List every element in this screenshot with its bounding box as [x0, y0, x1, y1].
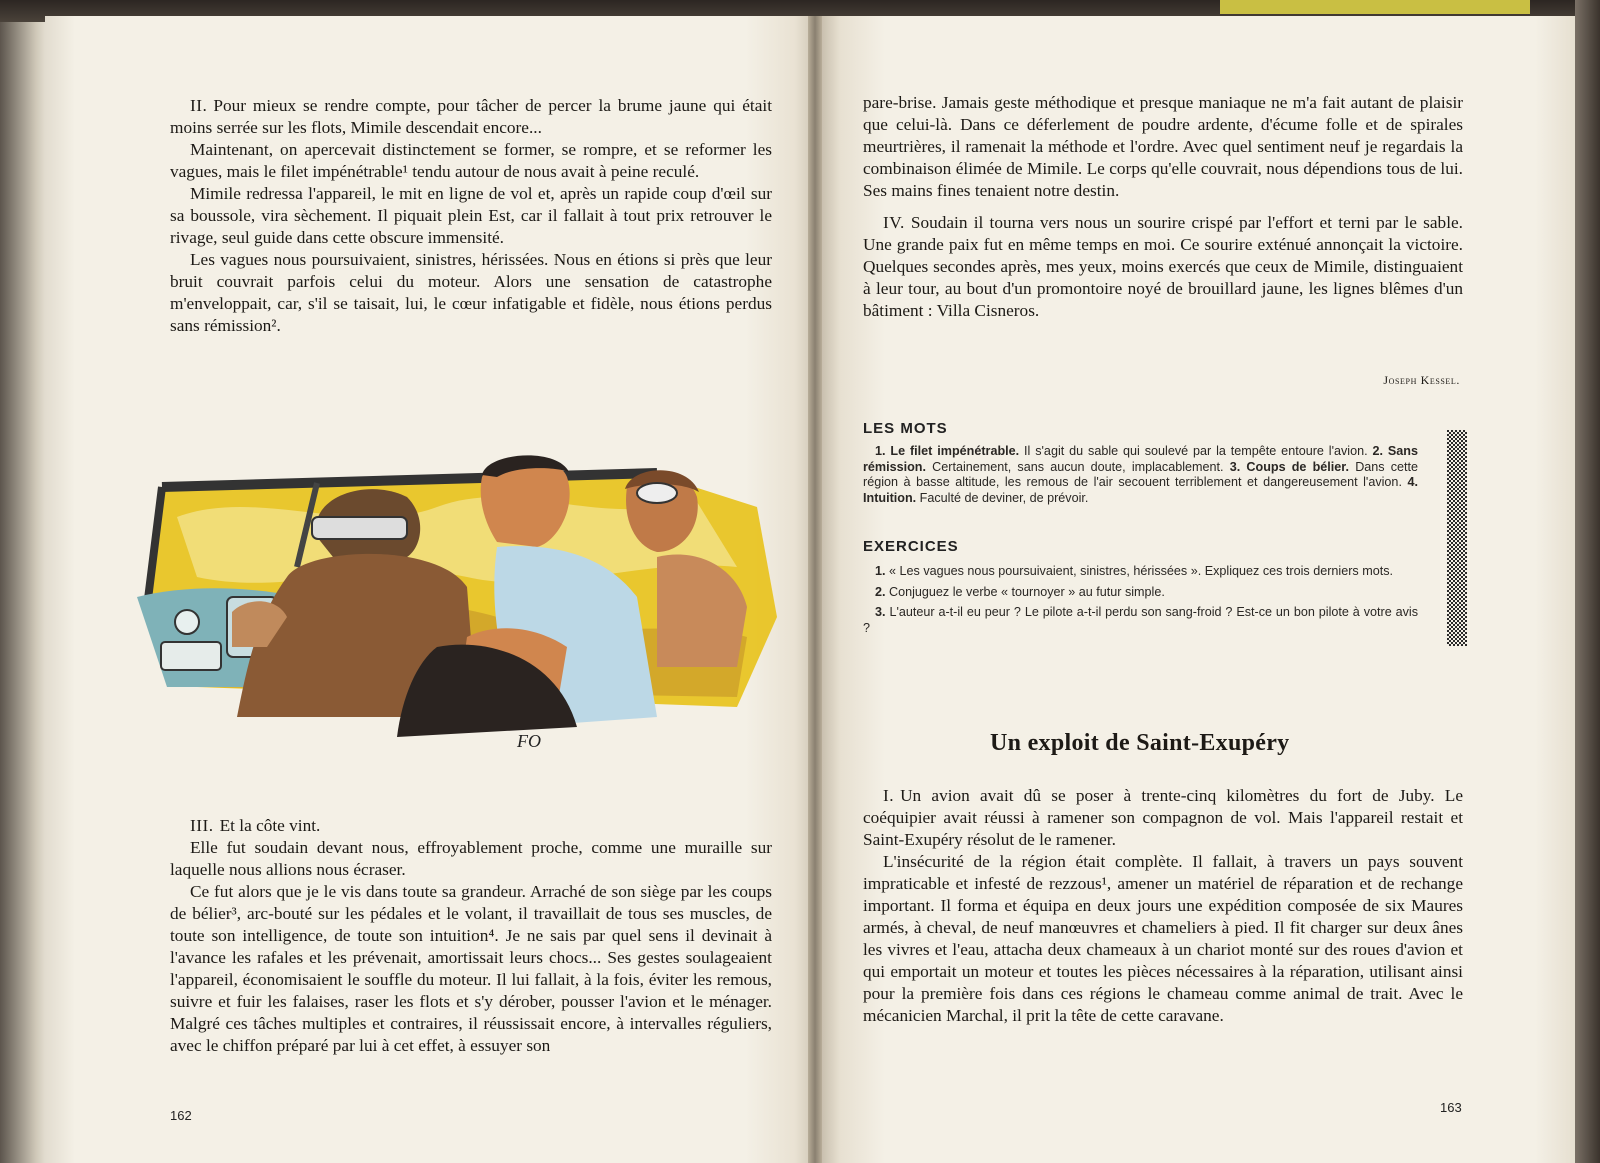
- book-gutter: [808, 16, 822, 1163]
- page-number-left: 162: [170, 1108, 192, 1123]
- cockpit-illustration: [137, 447, 777, 767]
- page-number-right: 163: [1440, 1100, 1462, 1115]
- section-numeral: IV.: [883, 213, 905, 232]
- chapter-title: Un exploit de Saint-Exupéry: [990, 730, 1290, 756]
- exercices-heading: EXERCICES: [863, 538, 959, 555]
- author-signature: Joseph Kessel.: [1383, 373, 1460, 387]
- section-numeral: I.: [883, 786, 895, 805]
- section-numeral: II.: [190, 96, 208, 115]
- exercices-list: [863, 564, 1418, 641]
- section-iii: [170, 815, 772, 1057]
- les-mots-definitions: [863, 444, 1418, 511]
- book-left-edge: [0, 0, 45, 1163]
- paragraph: Les vagues nous poursuivaient, sinistres, hérissées. Nous en étions si près que leur bruit couvrait parfois celui du moteur. Alors une sensation de catastrophe m'enveloppait, car, s'il se taisait, lui, le cœur infatigable et fidèle, nous étions perdus sans rémission².: [170, 250, 772, 335]
- paragraph: III. Et la côte vint.: [190, 816, 321, 835]
- paragraph: Elle fut soudain devant nous, effroyablement proche, comme une muraille sur laquelle nous allions nous écraser.: [170, 838, 772, 879]
- section-i: [863, 785, 1463, 1027]
- exercise-item: 2. Conjuguez le verbe « tournoyer » au futur simple.: [875, 584, 1165, 599]
- section-numeral: III.: [190, 816, 214, 835]
- yellow-bookmark: [1220, 0, 1530, 14]
- paragraph: Maintenant, on apercevait distinctement se former, se rompre, et se reformer les vagues, mais le filet impénétrable¹ tendu autour de nous avait à peine reculé.: [170, 140, 772, 181]
- definitions-block: 1. Le filet impénétrable. Il s'agit du sable qui soulevé par la tempête entoure l'avion. 2. Sans rémission. Certainement, sans aucun doute, implacablement. 3. Coups de bélier. Dans cette région à basse altitude, les remous de l'air secouent terriblement et dangereusement l'avion. 4. Intuition. Faculté de deviner, de prévoir.: [863, 444, 1419, 505]
- continuation-text: [863, 92, 1463, 322]
- illustrator-signature: FO: [517, 731, 541, 751]
- paragraph: Mimile redressa l'appareil, le mit en ligne de vol et, après un rapide coup d'œil sur sa boussole, vira sèchement. Il piquait plein Est, car il fallait à tout prix retrouver le rivage, seul guide dans cette obscure immensité.: [170, 184, 772, 247]
- section-ii: [170, 95, 772, 337]
- paragraph: Ce fut alors que je le vis dans toute sa grandeur. Arraché de son siège par les coups de bélier³, arc-bouté sur les pédales et le volant, il travaillait de tous ses muscles, de toute son intelligence, de toute son intuition⁴. Je ne sais par quel sens il devinait à l'avance les rafales et les prévenait, amortissait leurs chocs... Ses gestes soulageaient l'appareil, économisaient le souffle du moteur. Il lui fallait, à la fois, éviter les remous, suivre et fuir les falaises, raser les flots et s'y dérober, pousser l'avion et le ménager. Malgré ces tâches multiples et contraires, il réussissait encore, à intervalles réguliers, avec le chiffon préparé par lui à cet effet, à essuyer son: [170, 882, 772, 1055]
- book-right-edge: [1575, 0, 1600, 1163]
- paragraph: pare-brise. Jamais geste méthodique et presque maniaque ne m'a fait autant de plaisir que celui-là. Dans ce déferlement de poudre ardente, d'écume folle et de spirales meurtrières, il ramenait la méthode et l'ordre. Avec quel sentiment neuf je regardais la combinaison élimée de Mimile. Le corps qu'elle couvrait, nous dépendions tous de lui. Ses mains fines tenaient notre destin.: [863, 93, 1463, 200]
- paragraph: I. Un avion avait dû se poser à trente-cinq kilomètres du fort de Juby. Le coéquipier avait réussi à ramener son compagnon de vol. Mais l'appareil restait et Saint-Exupéry résolut de le ramener.: [863, 786, 1463, 849]
- exercise-item: 1. « Les vagues nous poursuivaient, sinistres, hérissées ». Expliquez ces trois derniers mots.: [875, 564, 1394, 578]
- paragraph: II. Pour mieux se rendre compte, pour tâcher de percer la brume jaune qui était moins serrée sur les flots, Mimile descendait encore...: [170, 96, 772, 137]
- exercise-item: 3. L'auteur a-t-il eu peur ? Le pilote a-t-il perdu son sang-froid ? Est-ce un bon pilote à votre avis ?: [863, 605, 1419, 635]
- checkered-margin-bar: [1447, 430, 1467, 646]
- les-mots-heading: LES MOTS: [863, 420, 948, 437]
- paragraph: IV. Soudain il tourna vers nous un sourire crispé par l'effort et terni par le sable. Une grande paix fut en même temps en moi. Ce sourire exténué annonçait la victoire. Quelques secondes après, mes yeux, moins exercés que ceux de Mimile, distinguaient à leur tour, au bout d'un promontoire noyé de brouillard jaune, les lignes blêmes d'un bâtiment : Villa Cisneros.: [863, 213, 1463, 320]
- paragraph: L'insécurité de la région était complète. Il fallait, à travers un pays souvent impraticable et infesté de rezzous¹, amener un matériel de réparation et de rechange important. Il forma et équipa en deux jours une expédition composée de six Maures armés, à cheval, de neuf manœuvres et chameliers à pied. Il fit charger sur deux ânes les vivres et l'eau, attacha deux chameaux à un chariot monté sur des roues d'avion et qui emportait un moteur et toutes les pièces nécessaires à la réparation, utilisant ainsi pour la première fois dans ces régions le chameau comme animal de trait. Avec le mécanicien Marchal, il prit la tête de cette caravane.: [863, 852, 1463, 1025]
